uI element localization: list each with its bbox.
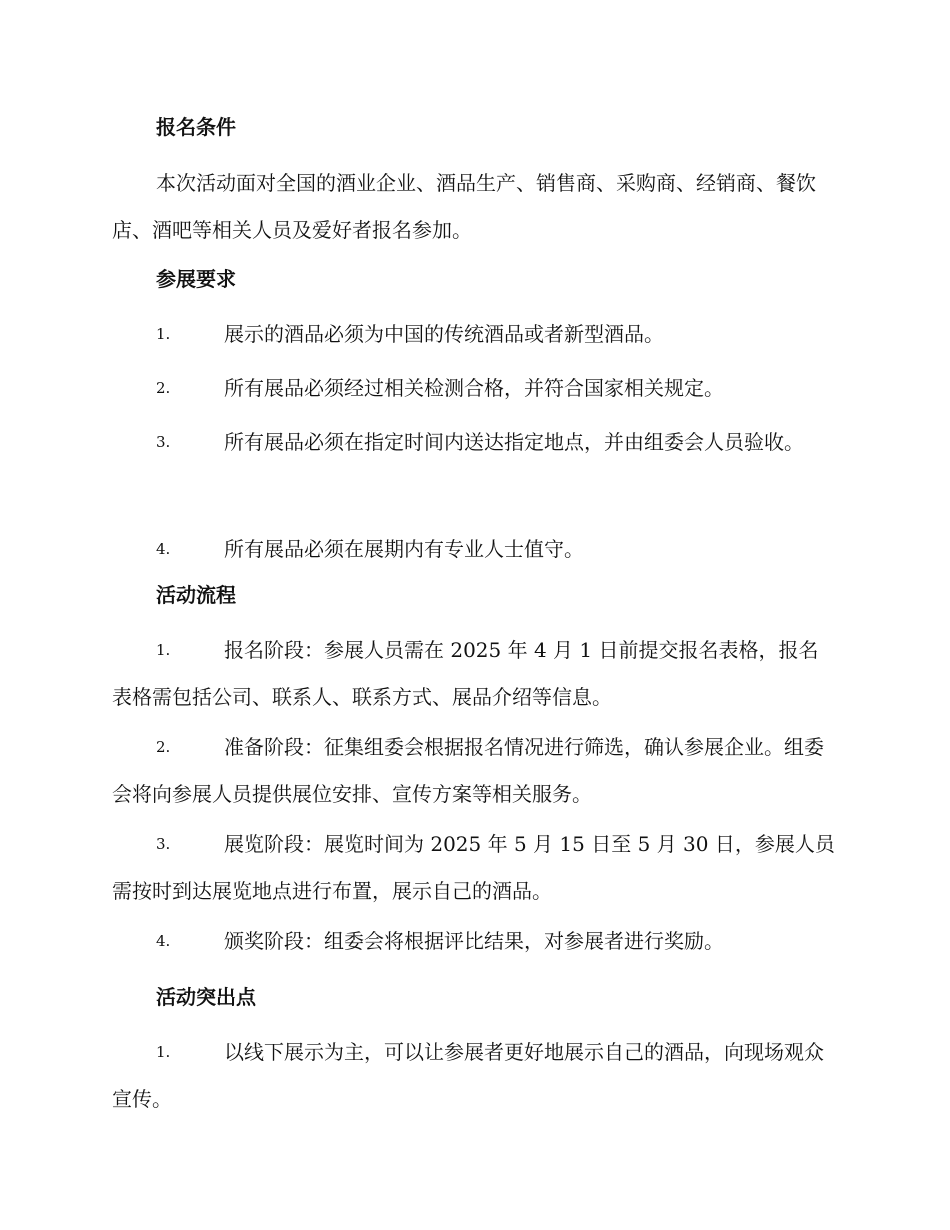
section-heading: 活动突出点 xyxy=(156,985,256,1009)
list-item xyxy=(112,724,836,821)
list-item xyxy=(112,1029,836,1123)
section-heading: 报名条件 xyxy=(156,115,236,139)
list-number: 3. xyxy=(156,835,171,853)
list-text: 所有展品必须经过相关检测合格，并符合国家相关规定。 xyxy=(224,376,724,400)
list-text: 所有展品必须在指定时间内送达指定地点，并由组委会人员验收。 xyxy=(224,430,804,454)
list-item xyxy=(112,821,836,918)
section-heading: 参展要求 xyxy=(156,267,236,291)
list-number: 1. xyxy=(156,1043,171,1061)
list-text: 准备阶段：征集组委会根据报名情况进行筛选，确认参展企业。组委会将向参展人员提供展位安排、宣传方案等相关服务。 xyxy=(112,735,824,806)
list-number: 4. xyxy=(156,540,171,558)
list-text: 报名阶段：参展人员需在 2025 年 4 月 1 日前提交报名表格，报名表格需包括公司、联系人、联系方式、展品介绍等信息。 xyxy=(112,638,819,709)
list-number: 1. xyxy=(156,641,171,659)
list-text: 所有展品必须在展期内有专业人士值守。 xyxy=(224,537,584,561)
list-item xyxy=(112,526,836,580)
list-text: 展览阶段：展览时间为 2025 年 5 月 15 日至 5 月 30 日，参展人员需按时到达展览地点进行布置，展示自己的酒品。 xyxy=(112,832,835,903)
list xyxy=(112,1029,836,1123)
list-item xyxy=(112,365,836,419)
list xyxy=(112,311,836,580)
section-heading: 活动流程 xyxy=(156,583,236,607)
list xyxy=(112,627,836,972)
list-item xyxy=(112,311,836,365)
list-item xyxy=(112,419,836,526)
paragraph-text: 本次活动面对全国的酒业企业、酒品生产、销售商、采购商、经销商、餐饮店、酒吧等相关人员及爱好者报名参加。 xyxy=(112,171,816,242)
list-number: 4. xyxy=(156,932,171,950)
section-paragraph xyxy=(112,160,836,254)
list-text: 以线下展示为主，可以让参展者更好地展示自己的酒品，向现场观众宣传。 xyxy=(112,1040,824,1111)
list-text: 展示的酒品必须为中国的传统酒品或者新型酒品。 xyxy=(224,322,664,346)
list-number: 1. xyxy=(156,325,171,343)
list-number: 3. xyxy=(156,433,171,451)
list-number: 2. xyxy=(156,379,171,397)
list-item xyxy=(112,918,836,972)
list-text: 颁奖阶段：组委会将根据评比结果，对参展者进行奖励。 xyxy=(224,929,724,953)
list-number: 2. xyxy=(156,738,171,756)
list-item xyxy=(112,627,836,724)
